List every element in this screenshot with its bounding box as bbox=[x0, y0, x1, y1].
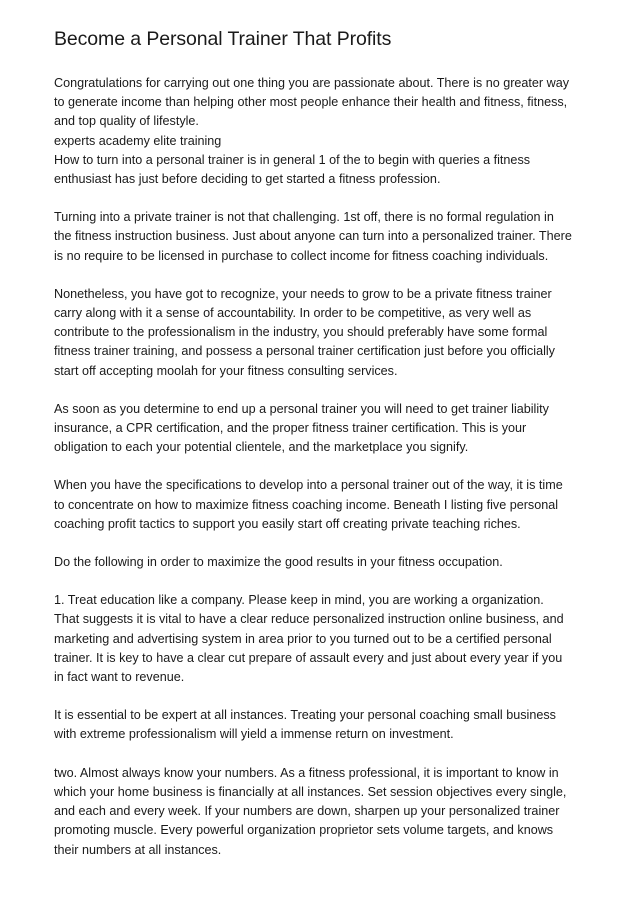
document-page bbox=[54, 26, 594, 879]
text-line: enthusiast has just before deciding to get started a fitness profession. bbox=[54, 172, 441, 187]
paragraph bbox=[54, 208, 594, 266]
text-line: Nonetheless, you have got to recognize, your needs to grow to be a private fitness trainer bbox=[54, 286, 552, 301]
text-line: Do the following in order to maximize the good results in your fitness occupation. bbox=[54, 555, 503, 570]
text-line: Congratulations for carrying out one thing you are passionate about. There is no greater way bbox=[54, 76, 570, 90]
paragraph bbox=[54, 764, 594, 860]
text-line: two. Almost always know your numbers. As a fitness professional, it is important to know in bbox=[54, 765, 559, 780]
text-line: with extreme professionalism will yield a immense return on investment. bbox=[54, 727, 454, 742]
text-line: coaching profit tactics to support you easily start off creating private teaching riches. bbox=[54, 516, 521, 531]
text-line: As soon as you determine to end up a personal trainer you will need to get trainer liability bbox=[54, 401, 549, 416]
text-line: promoting muscle. Every powerful organization proprietor sets volume targets, and knows bbox=[54, 823, 554, 838]
text-line: trainer. It is key to have a clear cut prepare of assault every and just about every year if you bbox=[54, 650, 563, 665]
paragraph bbox=[54, 400, 594, 458]
paragraph bbox=[54, 74, 594, 189]
text-line: and each and every week. If your numbers are down, sharpen up your personalized trainer bbox=[54, 804, 560, 819]
text-line: carry along with it a sense of accountability. In order to be competitive, as very well as bbox=[54, 306, 532, 321]
text-line: It is essential to be expert at all instances. Treating your personal coaching small business bbox=[54, 708, 556, 723]
text-line: their numbers at all instances. bbox=[54, 842, 222, 857]
text-line: to generate income than helping other most people enhance their health and fitness, fitness, bbox=[54, 95, 568, 110]
text-line: experts academy elite training bbox=[54, 133, 222, 148]
paragraph bbox=[54, 706, 594, 744]
page-title: Become a Personal Trainer That Profits bbox=[54, 28, 392, 50]
text-line: is no require to be licensed in purchase to collect income for fitness coaching individuals. bbox=[54, 248, 549, 263]
text-line: marketing and advertising system in area prior to you turned out to be a certified personal bbox=[54, 631, 552, 646]
text-line: contribute to the professionalism in the industry, you should preferably have some formal bbox=[54, 325, 548, 340]
text-line: the fitness instruction business. Just about anyone can turn into a personalized trainer. There bbox=[54, 229, 572, 244]
text-line: 1. Treat education like a company. Please keep in mind, you are working a organization. bbox=[54, 593, 544, 608]
text-line: in fact want to revenue. bbox=[54, 670, 185, 685]
text-line: and top quality of lifestyle. bbox=[54, 114, 199, 129]
text-line: insurance, a CPR certification, and the proper fitness trainer certification. This is your bbox=[54, 421, 527, 436]
text-line: Turning into a private trainer is not that challenging. 1st off, there is no formal regulation in bbox=[54, 210, 554, 225]
text-line: How to turn into a personal trainer is in general 1 of the to begin with queries a fitness bbox=[54, 152, 531, 167]
text-line: When you have the specifications to develop into a personal trainer out of the way, it is time bbox=[54, 478, 563, 493]
text-line: start off accepting moolah for your fitness consulting services. bbox=[54, 363, 398, 378]
paragraph bbox=[54, 553, 594, 572]
paragraph bbox=[54, 591, 594, 687]
paragraph bbox=[54, 285, 594, 381]
text-line: to concentrate on how to maximize fitness coaching income. Beneath I listing five personal bbox=[54, 497, 559, 512]
text-line: fitness trainer training, and possess a personal trainer certification just before you officially bbox=[54, 344, 555, 359]
document-body bbox=[54, 74, 594, 860]
text-line: obligation to each your potential clientele, and the marketplace you signify. bbox=[54, 440, 469, 455]
text-line: which your home business is financially at all instances. Set session objectives every single, bbox=[54, 784, 567, 799]
text-line: That suggests it is vital to have a clear reduce personalized instruction online business, and bbox=[54, 612, 564, 627]
paragraph bbox=[54, 476, 594, 534]
